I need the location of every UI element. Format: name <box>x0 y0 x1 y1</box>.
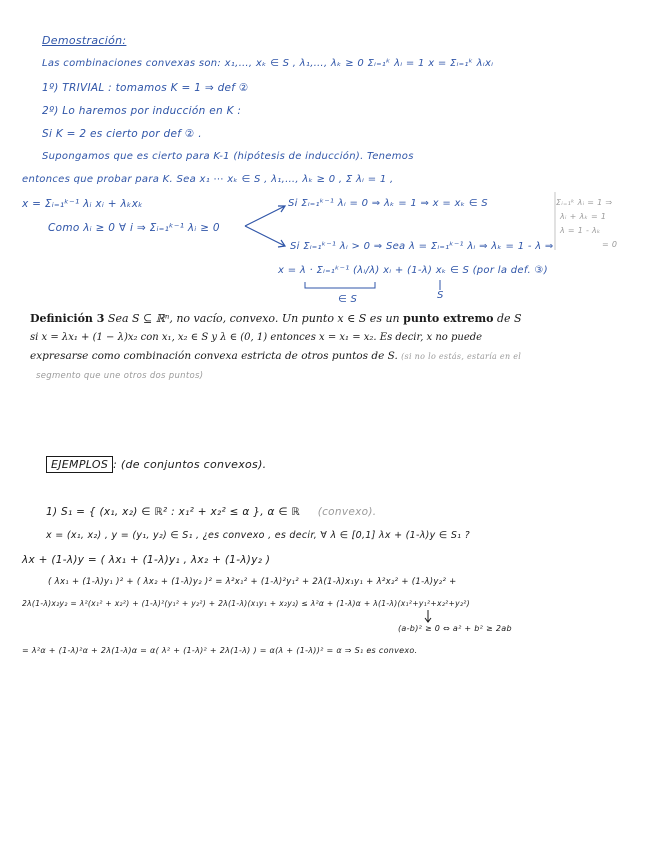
gray-note-2: λᵢ + λₖ = 1 <box>560 212 607 221</box>
example-line-2: x = (x₁, x₂) , y = (y₁, y₂) ∈ S₁ , ¿es convexo , es decir, ∀ λ ∈ [0,1] λx + (1-λ)y ∈ S₁ ? <box>46 530 470 541</box>
definition-text-1b: de S <box>496 312 522 325</box>
gray-note-1: Σᵢ₌₁ᵏ λᵢ = 1 ⇒ <box>556 198 613 207</box>
example-line-3: λx + (1-λ)y = ( λx₁ + (1-λ)y₁ , λx₂ + (1-λ)y₂ ) <box>22 554 271 566</box>
example-line-7: = λ²α + (1-λ)²α + 2λ(1-λ)α = α( λ² + (1-λ)² + 2λ(1-λ) ) = α(λ + (1-λ))² = α ⇒ S₁ es convexo. <box>22 646 418 655</box>
definition-text-3: expresarse como combinación convexa estricta de otros puntos de S. <box>30 350 398 362</box>
proof-line-7: x = Σᵢ₌₁ᵏ⁻¹ λᵢ xᵢ + λₖxₖ <box>22 198 144 210</box>
example-line-4: ( λx₁ + (1-λ)y₁ )² + ( λx₂ + (1-λ)y₂ )² = λ²x₁² + (1-λ)²y₁² + 2λ(1-λ)x₁y₁ + λ²x₂² + (1-λ)y₂² + <box>48 577 457 587</box>
examples-heading: EJEMPLOS <box>46 456 113 473</box>
definition-title: Definición 3 <box>30 312 105 325</box>
proof-line-4: Si K = 2 es cierto por def ② . <box>42 128 202 140</box>
proof-line-3: 2º) Lo haremos por inducción en K : <box>42 105 242 117</box>
proof-branch-bottom: Si Σᵢ₌₁ᵏ⁻¹ λᵢ > 0 ⇒ Sea λ = Σᵢ₌₁ᵏ⁻¹ λᵢ ⇒ λₖ = 1 - λ ⇒ <box>290 241 554 252</box>
brace-label: ∈ S <box>338 294 358 305</box>
gray-note-3: λ = 1 - λₖ <box>560 226 601 235</box>
definition-text-2: si x = λx₁ + (1 − λ)x₂ con x₁, x₂ ∈ S y λ ∈ (0, 1) entonces x = x₁ = x₂. Es decir, x no puede <box>30 332 483 343</box>
definition-term: punto extremo <box>403 312 494 325</box>
s-label: S <box>437 290 444 301</box>
definition-note-2: segmento que une otros dos puntos) <box>36 371 204 381</box>
example-convex-note: (convexo). <box>317 506 377 518</box>
example-set-definition: 1) S₁ = { (x₁, x₂) ∈ ℝ² : x₁² + x₂² ≤ α }, α ∈ ℝ <box>46 506 301 518</box>
proof-line-5: Supongamos que es cierto para K-1 (hipótesis de inducción). Tenemos <box>42 151 414 162</box>
example-line-6: (a-b)² ≥ 0 ⇔ a² + b² ≥ 2ab <box>398 624 512 633</box>
gray-note-4: = 0 <box>602 240 618 249</box>
proof-line-2: 1º) TRIVIAL : tomamos K = 1 ⇒ def ② <box>42 82 249 94</box>
proof-line-9: x = λ · Σᵢ₌₁ᵏ⁻¹ (λᵢ/λ) xᵢ + (1-λ) xₖ ∈ S (por la def. ③) <box>278 265 548 276</box>
definition-text-1: Sea S ⊆ ℝⁿ, no vacío, convexo. Un punto x ∈ S es un <box>107 312 400 325</box>
proof-title: Demostración: <box>42 34 127 47</box>
proof-branch-top: Si Σᵢ₌₁ᵏ⁻¹ λᵢ = 0 ⇒ λₖ = 1 ⇒ x = xₖ ∈ S <box>288 198 488 209</box>
examples-heading-rest: : (de conjuntos convexos). <box>113 458 267 471</box>
definition-note-1: (si no lo estás, estaría en el <box>401 352 522 361</box>
proof-line-1: Las combinaciones convexas son: x₁,…, xₖ ∈ S , λ₁,…, λₖ ≥ 0 Σᵢ₌₁ᵏ λᵢ = 1 x = Σᵢ₌₁ᵏ λᵢxᵢ <box>42 58 494 69</box>
proof-line-8: Como λᵢ ≥ 0 ∀ i ⇒ Σᵢ₌₁ᵏ⁻¹ λᵢ ≥ 0 <box>48 222 220 234</box>
example-line-5: 2λ(1-λ)x₂y₂ = λ²(x₁² + x₂²) + (1-λ)²(y₁² + y₂²) + 2λ(1-λ)(x₁y₁ + x₂y₂) ≤ λ²α + (1-λ)α + λ(1-λ)(x₁²+y₁²+x₂²+y₂²) <box>22 599 470 608</box>
proof-line-6: entonces que probar para K. Sea x₁ ⋯ xₖ ∈ S , λ₁,…, λₖ ≥ 0 , Σ λᵢ = 1 , <box>22 174 394 185</box>
